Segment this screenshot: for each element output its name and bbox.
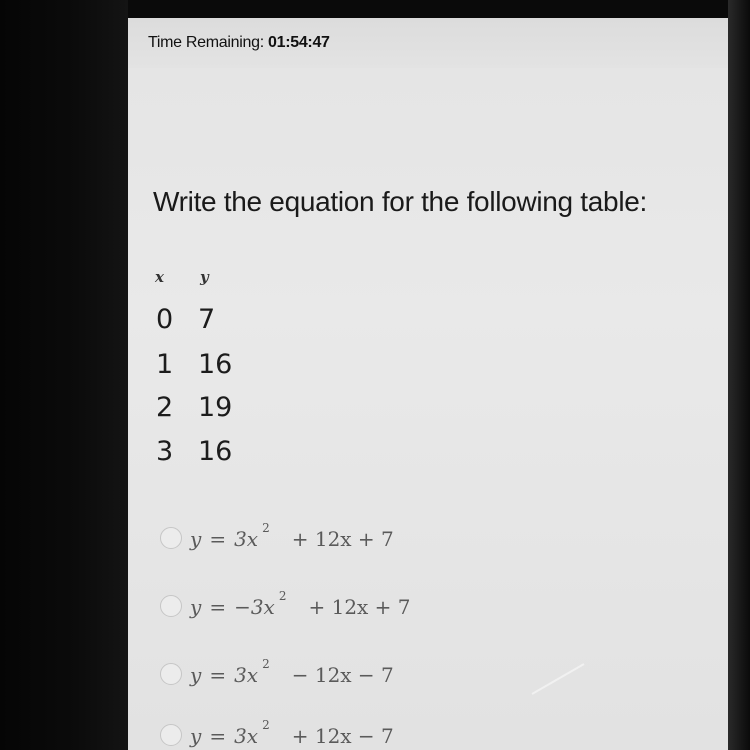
eq-rest: + 12x + 7 [291, 527, 394, 551]
equation [190, 657, 394, 687]
photo-frame-right [728, 0, 750, 750]
eq-exponent: 2 [278, 589, 287, 603]
timer-value: 01:54:47 [268, 34, 330, 51]
cell-y: 16 [198, 436, 233, 467]
eq-term: 3x [234, 527, 259, 551]
eq-term: −3x [234, 595, 275, 619]
table-row [153, 392, 273, 432]
eq-lhs: y [190, 724, 202, 748]
header-y: y [200, 268, 209, 286]
eq-rest: + 12x − 7 [291, 724, 394, 748]
timer-bar [128, 18, 728, 68]
eq-lhs: y [190, 663, 202, 687]
eq-term: 3x [234, 663, 259, 687]
answer-option-3[interactable] [160, 657, 520, 691]
eq-rest: − 12x − 7 [291, 663, 394, 687]
header-x: x [155, 268, 164, 286]
cell-x: 2 [156, 392, 174, 423]
eq-sign: = [209, 527, 227, 551]
eq-exponent: 2 [262, 718, 270, 732]
eq-sign: = [209, 663, 227, 687]
table-row [153, 349, 273, 389]
eq-sign: = [209, 724, 227, 748]
photo-frame-left [0, 0, 128, 750]
eq-lhs: y [190, 595, 202, 619]
radio-button[interactable] [160, 527, 182, 549]
eq-exponent: 2 [262, 521, 270, 535]
radio-button[interactable] [160, 663, 182, 685]
radio-button[interactable] [160, 724, 182, 746]
table-header [153, 268, 253, 288]
answer-option-1[interactable] [160, 521, 520, 555]
equation [190, 589, 411, 619]
eq-rest: + 12x + 7 [308, 595, 411, 619]
equation [190, 521, 394, 551]
time-remaining [148, 34, 330, 52]
cell-x: 1 [156, 349, 174, 380]
radio-button[interactable] [160, 595, 182, 617]
cell-y: 16 [198, 349, 233, 380]
cell-y: 19 [198, 392, 233, 423]
cell-x: 3 [156, 436, 174, 467]
cell-x: 0 [156, 304, 174, 335]
eq-sign: = [209, 595, 227, 619]
table-row [153, 436, 273, 476]
cell-y: 7 [198, 304, 216, 335]
answer-option-4[interactable] [160, 718, 520, 750]
screen-glare [532, 663, 585, 695]
question-prompt: Write the equation for the following table: [153, 186, 647, 217]
equation [190, 718, 394, 748]
eq-exponent: 2 [262, 657, 270, 671]
eq-term: 3x [234, 724, 259, 748]
quiz-screen [128, 18, 728, 750]
eq-lhs: y [190, 527, 202, 551]
answer-option-2[interactable] [160, 589, 520, 623]
table-row [153, 304, 273, 344]
timer-label: Time Remaining: [148, 34, 264, 51]
